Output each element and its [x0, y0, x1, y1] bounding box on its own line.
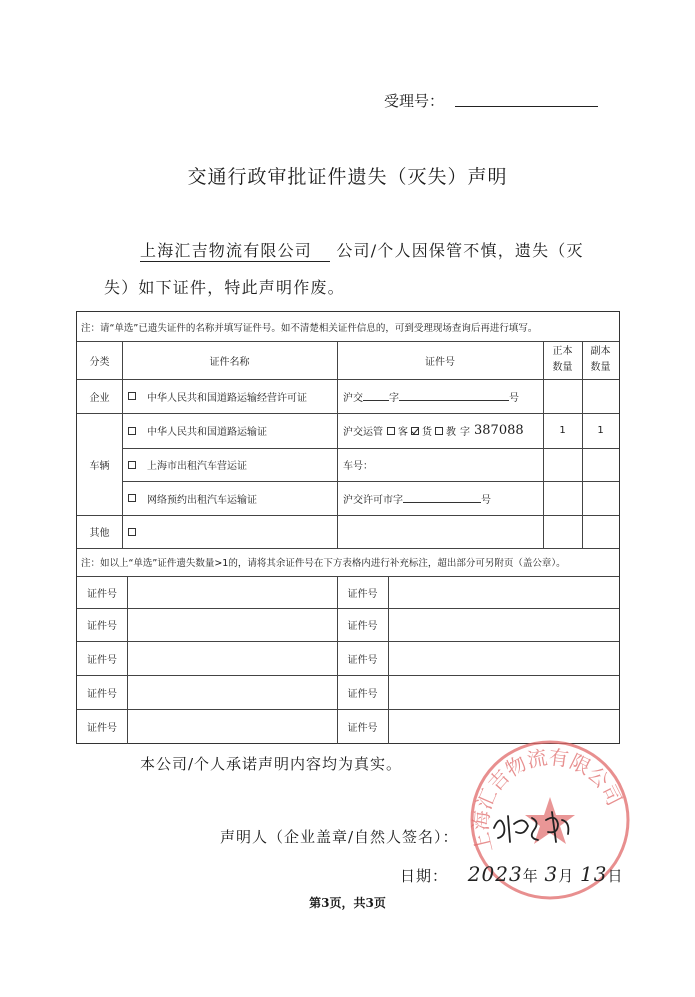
transport-cert-name: 中华人民共和国道路运输证	[147, 427, 267, 438]
date-day-char: 日	[607, 867, 624, 885]
supp-label-left-1: 证件号	[87, 588, 117, 600]
supp-label-left-3: 证件号	[87, 654, 117, 666]
commitment-statement: 本公司/个人承诺声明内容均为真实。	[140, 755, 403, 773]
header-category: 分类	[89, 356, 110, 368]
enterprise-no-prefix: 沪交	[343, 392, 363, 404]
option-passenger-label: 客	[398, 427, 408, 438]
date-year-char: 年	[522, 867, 539, 885]
row-transport-no	[343, 413, 543, 448]
transport-cert-number: 387088	[474, 423, 524, 438]
row-other-name	[128, 515, 337, 548]
option-training-label: 教	[446, 427, 456, 438]
row-transport-name	[128, 413, 337, 448]
row-enterprise-no	[343, 379, 543, 413]
category-other: 其他	[89, 528, 110, 539]
document-title: 交通行政审批证件遗失（灭失）声明	[187, 166, 508, 188]
date-month-char: 月	[558, 867, 575, 885]
row-taxi-name	[128, 448, 337, 481]
ridehail-checkbox[interactable]	[128, 494, 136, 502]
header-original-qty: 正本 数量	[552, 346, 573, 373]
transport-original-qty: 1	[559, 425, 566, 436]
option-passenger-checkbox[interactable]	[387, 427, 395, 435]
enterprise-cert-name: 中华人民共和国道路运输经营许可证	[147, 392, 307, 404]
supp-label-left-4: 证件号	[87, 688, 117, 700]
supp-label-right-4: 证件号	[347, 688, 378, 700]
company-name: 上海汇吉物流有限公司	[140, 238, 330, 262]
statement-line-2: 失）如下证件，特此声明作废。	[104, 278, 345, 297]
transport-checkbox[interactable]	[128, 427, 136, 435]
page-indicator: 第3页，共3页	[309, 896, 386, 910]
transport-no-zi: 字	[460, 427, 470, 438]
taxi-no-prefix: 车号：	[343, 461, 373, 472]
row-ridehail-name	[128, 481, 337, 515]
option-training-checkbox[interactable]	[435, 427, 443, 435]
transport-copy-qty: 1	[597, 425, 604, 436]
date-month: 3	[544, 862, 559, 886]
supp-label-right-2: 证件号	[347, 621, 378, 632]
category-vehicle: 车辆	[89, 460, 110, 472]
accept-number-label: 受理号：	[384, 92, 445, 110]
supp-label-right-3: 证件号	[347, 654, 378, 666]
header-copy-qty: 副本 数量	[590, 346, 611, 373]
signer-label: 声明人（企业盖章/自然人签名）：	[220, 828, 459, 846]
enterprise-no-suffix: 号	[509, 392, 519, 404]
enterprise-no-mid: 字	[389, 392, 399, 404]
table-note-top: 注：请“单选”已遗失证件的名称并填写证件号。如不清楚相关证件信息的，可到受理现场查询后再进行填写。	[81, 322, 538, 334]
accept-number-line	[455, 106, 598, 107]
category-enterprise: 企业	[89, 392, 110, 404]
taxi-cert-name: 上海市出租汽车营运证	[147, 461, 247, 472]
statement-line-1-rest: 公司/个人因保管不慎，遗失（灭	[336, 241, 584, 260]
option-freight-checkbox[interactable]	[411, 427, 419, 435]
supp-label-left-2: 证件号	[87, 621, 117, 632]
other-checkbox[interactable]	[128, 528, 136, 536]
row-ridehail-no	[343, 481, 543, 515]
ridehail-no-suffix: 号	[481, 494, 491, 506]
date-label: 日期：	[400, 867, 449, 885]
option-freight-label: 货	[422, 427, 432, 438]
svg-text:上海汇吉物流有限公司: 上海汇吉物流有限公司	[468, 744, 627, 856]
ridehail-cert-name: 网络预约出租汽车运输证	[147, 494, 257, 506]
lost-certificates-table	[76, 311, 620, 744]
transport-no-prefix: 沪交运管	[343, 427, 383, 438]
supp-label-right-1: 证件号	[347, 588, 378, 600]
supp-label-right-5: 证件号	[347, 723, 378, 734]
date-year: 2023	[467, 862, 523, 886]
table-note-bottom: 注：如以上“单选”证件遗失数量>1的，请将其余证件号在下方表格内进行补充标注，超出部分可另附页（盖公章）。	[81, 558, 566, 569]
header-cert-no: 证件号	[425, 356, 455, 368]
ridehail-no-prefix: 沪交许可市字	[343, 494, 403, 506]
taxi-checkbox[interactable]	[128, 461, 136, 469]
supp-label-left-5: 证件号	[87, 723, 117, 734]
ridehail-no-blank[interactable]	[403, 493, 481, 503]
row-enterprise-name	[128, 379, 337, 413]
enterprise-no-blank-2[interactable]	[399, 391, 509, 401]
date-line	[400, 862, 624, 886]
header-cert-name: 证件名称	[209, 356, 250, 368]
enterprise-no-blank-1[interactable]	[363, 391, 389, 401]
handwritten-signature	[490, 806, 580, 846]
statement-line-1	[140, 238, 584, 262]
enterprise-checkbox[interactable]	[128, 392, 136, 400]
date-day: 13	[580, 862, 608, 886]
